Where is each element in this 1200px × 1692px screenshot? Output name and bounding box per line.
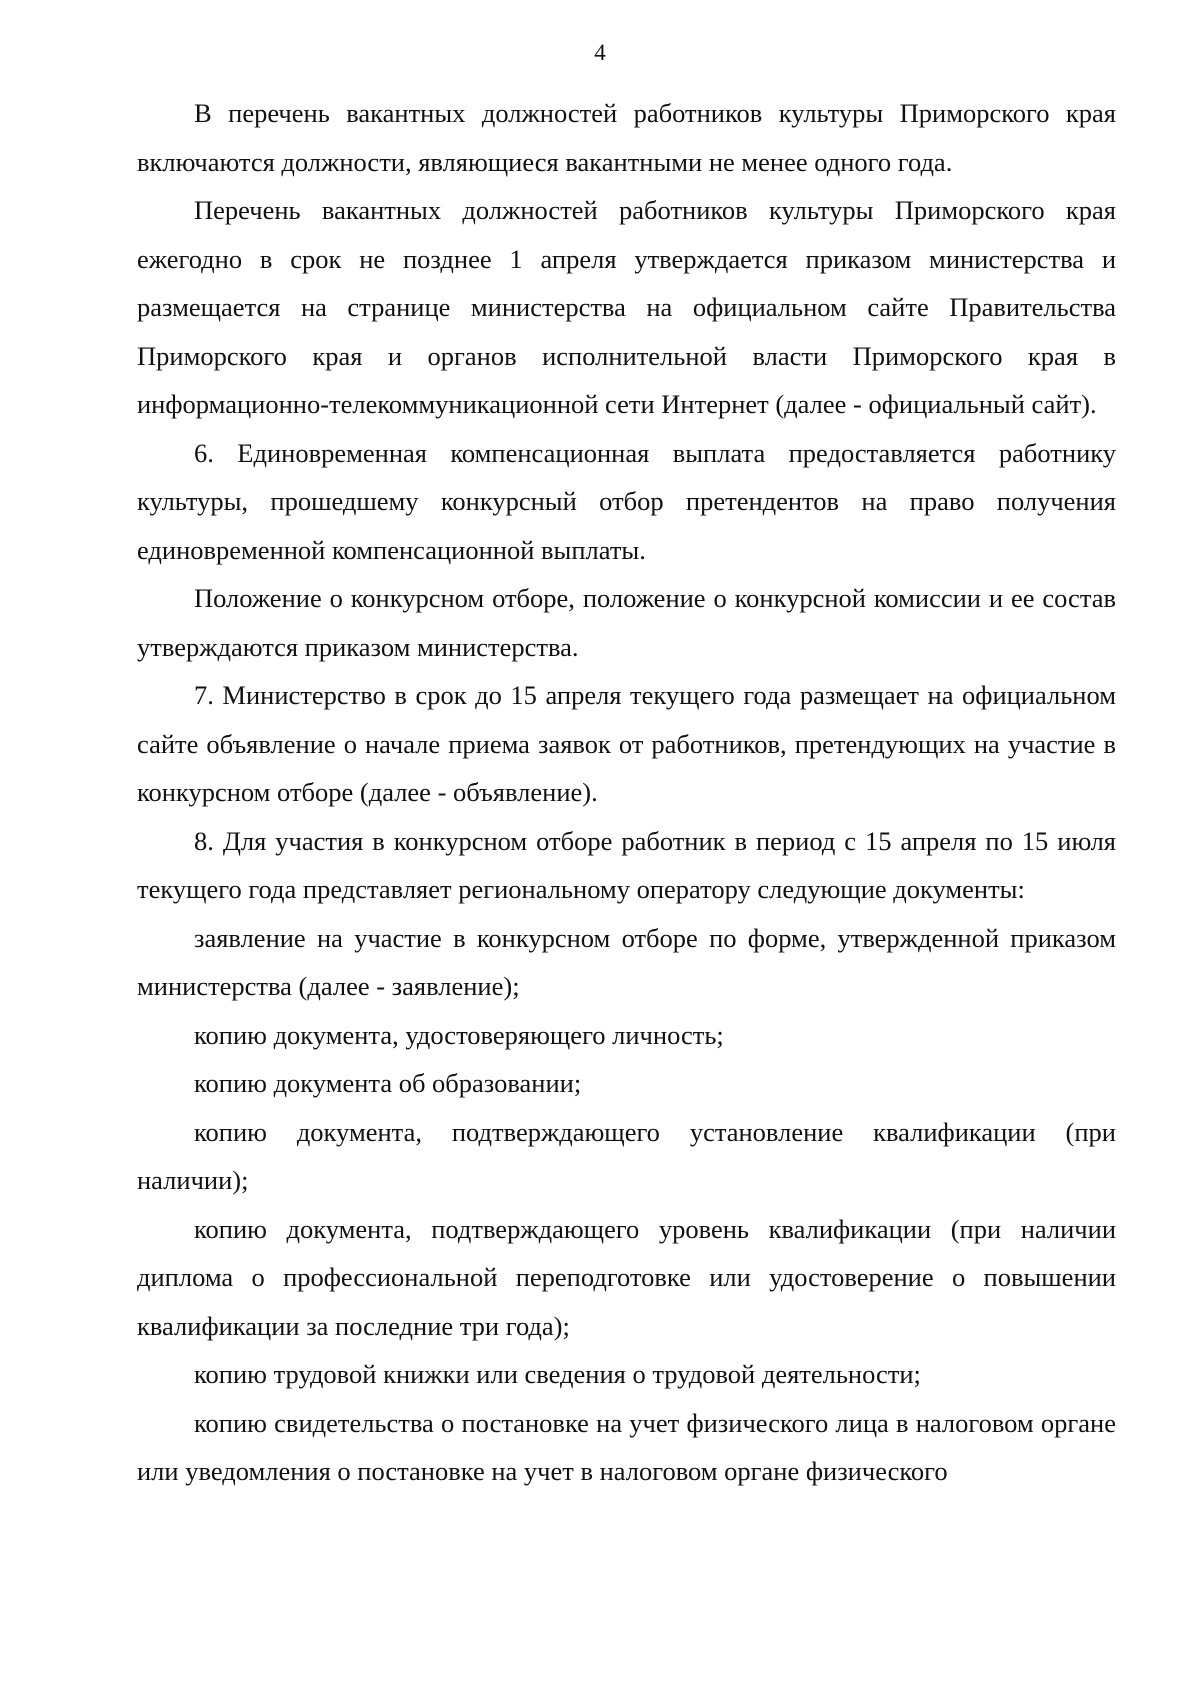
paragraph-vacancy-list-inclusion: В перечень вакантных должностей работников культуры Приморского края включаются должности, являющиеся вакантными не менее одного года. xyxy=(137,98,1116,177)
document-body xyxy=(137,89,1116,1496)
paragraph-vacancy-list-approval: Перечень вакантных должностей работников культуры Приморского края ежегодно в срок не позднее 1 апреля утверждается приказом министерства и размещается на странице министерства на официальном сайте Правительства Приморского края и органов исполнительной власти Приморского края в информационно-телекоммуникационной сети Интернет (далее - официальный сайт). xyxy=(137,195,1116,419)
paragraph-item-6: 6. Единовременная компенсационная выплата предоставляется работнику культуры, прошедшему конкурсный отбор претендентов на право получения единовременной компенсационной выплаты. xyxy=(137,437,1116,565)
list-item-identity-document: копию документа, удостоверяющего личность; xyxy=(194,1019,724,1050)
list-item-qualification-establishment: копию документа, подтверждающего установление квалификации (при наличии); xyxy=(137,1116,1116,1195)
list-item-application: заявление на участие в конкурсном отборе по форме, утвержденной приказом министерства (далее - заявление); xyxy=(137,922,1116,1001)
page-number: 4 xyxy=(594,40,606,65)
list-item-qualification-level: копию документа, подтверждающего уровень квалификации (при наличии диплома о профессиональной переподготовке или удостоверение о повышении квалификации за последние три года); xyxy=(137,1213,1116,1341)
list-item-employment-record: копию трудовой книжки или сведения о трудовой деятельности; xyxy=(194,1359,921,1389)
paragraph-item-7: 7. Министерство в срок до 15 апреля текущего года размещает на официальном сайте объявление о начале приема заявок от работников, претендующих на участие в конкурсном отборе (далее - объявление). xyxy=(137,680,1116,807)
list-item-tax-registration: копию свидетельства о постановке на учет физического лица в налоговом органе или уведомления о постановке на учет в налоговом органе физического xyxy=(137,1407,1116,1486)
list-item-education-document: копию документа об образовании; xyxy=(194,1068,582,1098)
paragraph-item-8: 8. Для участия в конкурсном отборе работник в период с 15 апреля по 15 июля текущего года представляет региональному оператору следующие документы: xyxy=(137,825,1116,904)
paragraph-competition-regulation: Положение о конкурсном отборе, положение о конкурсной комиссии и ее состав утверждаются приказом министерства. xyxy=(137,583,1116,662)
